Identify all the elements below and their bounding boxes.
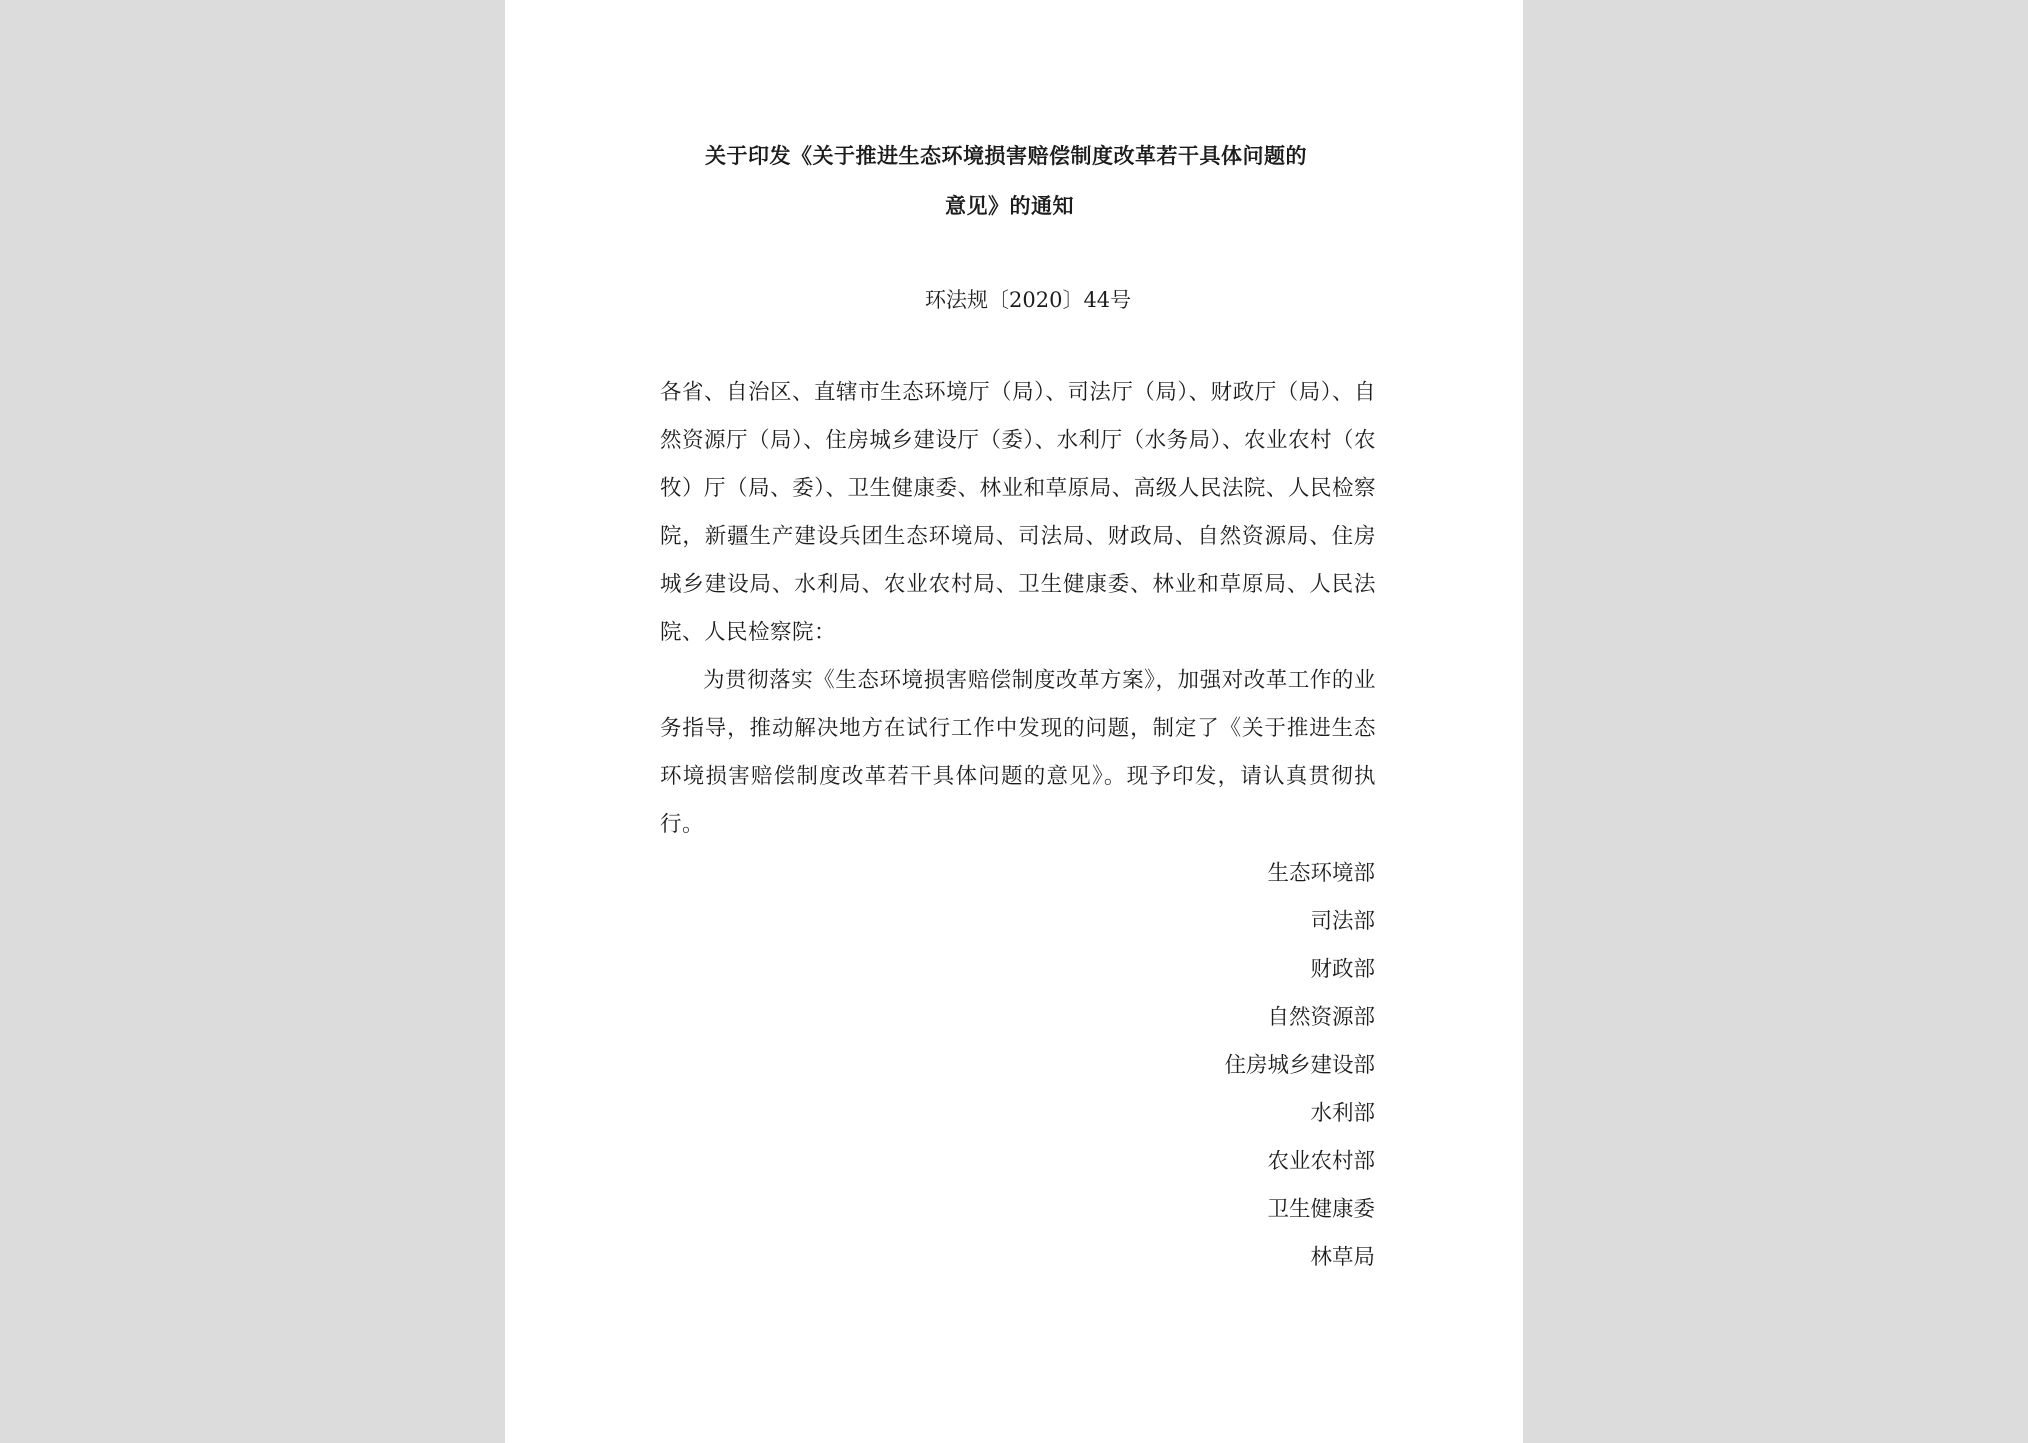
document-title-line-2: 意见》的通知 [945,193,1074,218]
signer-ministry-agriculture: 农业农村部 [1267,1149,1375,1174]
signer-ministry-natural-resources: 自然资源部 [1267,1005,1375,1030]
signer-ministry-justice: 司法部 [1310,909,1375,934]
signer-ministry-finance: 财政部 [1310,957,1375,982]
document-page [505,0,1523,1443]
signer-forestry-grassland: 林草局 [1310,1245,1375,1270]
addressee-list: 各省、自治区、直辖市生态环境厅（局）、司法厅（局）、财政厅（局）、自然资源厅（局）、住房城乡建设厅（委）、水利厅（水务局）、农业农村（农牧）厅（局、委）、卫生健康委、林业和草原局、高级人民法院、人民检察院，新疆生产建设兵团生态环境局、司法局、财政局、自然资源局、住房城乡建设局、水利局、农业农村局、卫生健康委、林业和草原局、人民法院、人民检察院： [660,380,1376,645]
signer-list [1005,850,1375,1282]
document-number: 环法规〔2020〕44号 [925,288,1132,312]
body-paragraph: 为贯彻落实《生态环境损害赔偿制度改革方案》，加强对改革工作的业务指导，推动解决地方在试行工作中发现的问题，制定了《关于推进生态环境损害赔偿制度改革若干具体问题的意见》。现予印发，请认真贯彻执行。 [660,668,1376,837]
signer-ministry-housing: 住房城乡建设部 [1224,1053,1375,1078]
signer-health-commission: 卫生健康委 [1267,1197,1375,1222]
signer-ministry-water: 水利部 [1310,1101,1375,1126]
document-title-line-1: 关于印发《关于推进生态环境损害赔偿制度改革若干具体问题的 [705,143,1307,168]
signer-ministry-ecology-environment: 生态环境部 [1267,861,1375,886]
